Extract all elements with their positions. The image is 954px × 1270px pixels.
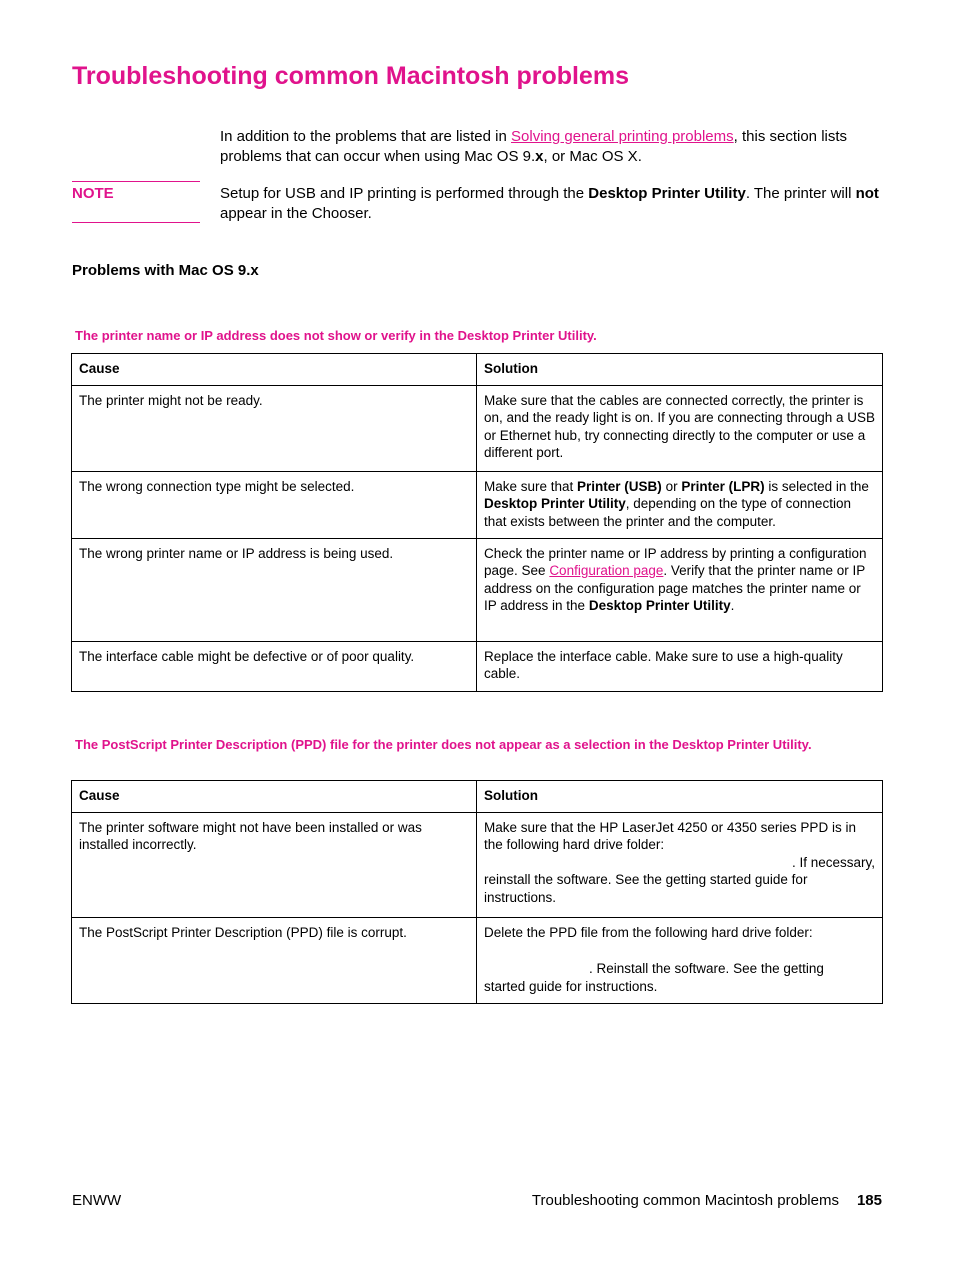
table-row	[72, 812, 883, 917]
solution-cell: Make sure that the HP LaserJet 4250 or 4350 series PPD is in the following hard drive folder: . If necessary, reinstall the software. See the getting started guide for instructions.	[477, 812, 883, 917]
note-text: Setup for USB and IP printing is performed through the Desktop Printer Utility. The printer will not appear in the Chooser.	[220, 185, 879, 222]
subheading-mac-os-9: Problems with Mac OS 9.x	[72, 262, 259, 279]
table-header-row	[72, 781, 883, 813]
cause-cell: The printer might not be ready.	[72, 385, 477, 471]
cause-header: Cause	[72, 781, 477, 813]
table-row	[72, 385, 883, 471]
note-bottom-rule	[72, 222, 200, 223]
table-header-row	[72, 354, 883, 386]
page-title: Troubleshooting common Macintosh problems	[72, 62, 629, 90]
cause-cell: The wrong connection type might be selected.	[72, 471, 477, 538]
solution-cell: Check the printer name or IP address by printing a configuration page. See Configuration page. Verify that the printer name or IP address on the configuration page matches the printer name or IP address in the Desktop Printer Utility.	[477, 538, 883, 641]
solution-header: Solution	[477, 781, 883, 813]
cause-cell: The PostScript Printer Description (PPD) file is corrupt.	[72, 917, 477, 1003]
section2-heading: The PostScript Printer Description (PPD) file for the printer does not appear as a selection in the Desktop Printer Utility.	[75, 737, 812, 752]
note-label: NOTE	[72, 185, 114, 202]
page-number: 185	[856, 1192, 882, 1209]
cause-cell: The wrong printer name or IP address is being used.	[72, 538, 477, 641]
table-row	[72, 538, 883, 641]
solution-cell: Delete the PPD file from the following hard drive folder: . Reinstall the software. See the getting started guide for instructions.	[477, 917, 883, 1003]
table-row	[72, 471, 883, 538]
table-row	[72, 641, 883, 691]
cause-cell: The printer software might not have been installed or was installed incorrectly.	[72, 812, 477, 917]
solving-general-printing-problems-link[interactable]: Solving general printing problems	[511, 128, 734, 145]
section1-table	[71, 353, 883, 692]
footer-left: ENWW	[72, 1192, 122, 1209]
section2-table	[71, 780, 883, 1004]
footer-right	[532, 1192, 882, 1209]
solution-cell: Make sure that Printer (USB) or Printer (LPR) is selected in the Desktop Printer Utility, depending on the type of connection that exists between the printer and the computer.	[477, 471, 883, 538]
note-top-rule	[72, 181, 200, 182]
footer-section-title: Troubleshooting common Macintosh problems	[531, 1192, 839, 1209]
solution-header: Solution	[477, 354, 883, 386]
cause-cell: The interface cable might be defective or of poor quality.	[72, 641, 477, 691]
cause-header: Cause	[72, 354, 477, 386]
configuration-page-link[interactable]: Configuration page	[549, 563, 664, 579]
section1-heading: The printer name or IP address does not show or verify in the Desktop Printer Utility.	[75, 328, 597, 343]
solution-cell: Make sure that the cables are connected correctly, the printer is on, and the ready light is on. If you are connecting through a USB or Ethernet hub, try connecting directly to the computer or use a different port.	[477, 385, 883, 471]
solution-cell: Replace the interface cable. Make sure to use a high-quality cable.	[477, 641, 883, 691]
intro-paragraph: In addition to the problems that are listed in Solving general printing problems, this section lists problems that can occur when using Mac OS 9.x, or Mac OS X.	[220, 128, 848, 165]
table-row	[72, 917, 883, 1003]
